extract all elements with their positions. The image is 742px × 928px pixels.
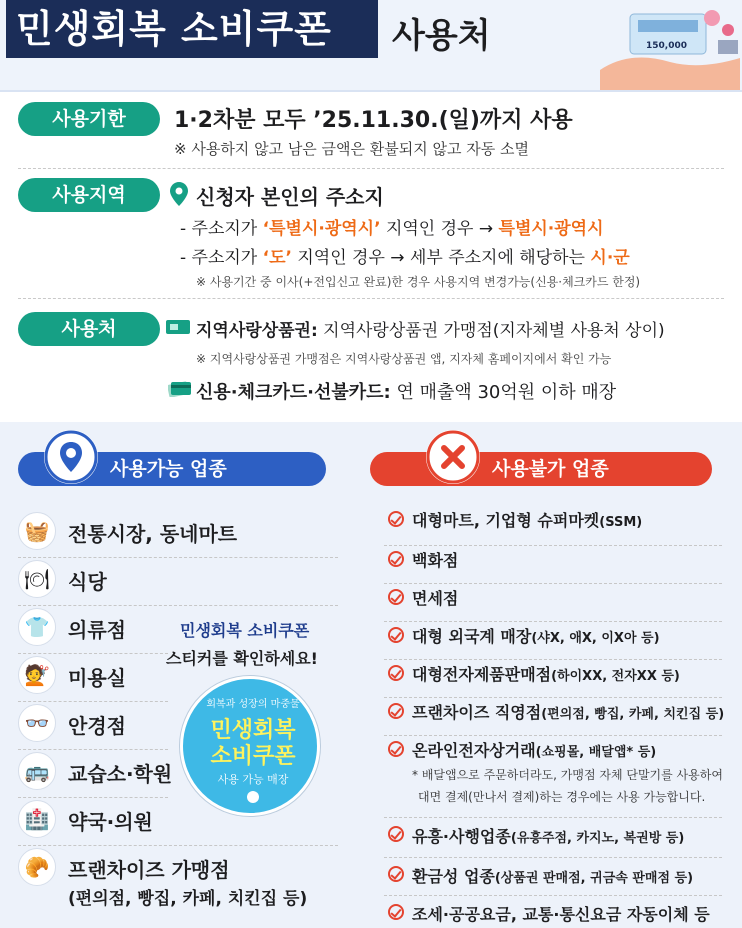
page-title: 민생회복 소비쿠폰 (6, 0, 378, 58)
hand-holding-card-icon (590, 0, 742, 90)
place-pill: 사용처 (18, 312, 160, 346)
sticker-tagline: 회복과 성장의 마중물 (206, 699, 300, 710)
glasses-icon: 👓 (18, 704, 56, 742)
check-circle-icon (388, 904, 404, 920)
region-note: ※ 사용기간 중 이사(+전입신고 완료)한 경우 사용지역 변경가능(신용·체크카드 한정) (196, 275, 641, 289)
credit-card-icon (168, 379, 192, 397)
check-circle-icon (388, 627, 404, 643)
check-circle-icon (388, 826, 404, 842)
period-pill: 사용기한 (18, 102, 160, 136)
allowed-item-label: 교습소·학원 (68, 762, 173, 786)
blocked-item (384, 818, 722, 858)
place-card: 신용·체크카드·선불카드: 연 매출액 30억원 이하 매장 (196, 382, 617, 403)
shopping-basket-icon: 🧺 (18, 512, 56, 550)
region-main: 신청자 본인의 주소지 (196, 185, 384, 209)
allowed-item-label: 프랜차이즈 가맹점 (68, 858, 230, 882)
blocked-item (384, 622, 722, 660)
check-circle-icon (388, 866, 404, 882)
check-circle-icon (388, 703, 404, 719)
allowed-item (18, 798, 338, 846)
check-circle-icon (388, 741, 404, 757)
sticker-callout-title: 민생회복 소비쿠폰 (180, 621, 310, 640)
pharmacy-icon: 🏥 (18, 800, 56, 838)
blocked-item (384, 858, 722, 896)
card-amount: 150,000 (646, 41, 687, 51)
voucher-icon (166, 318, 190, 336)
allowed-item (18, 702, 168, 750)
hanger-icon: 👕 (18, 608, 56, 646)
government-emblem-icon (247, 791, 259, 803)
check-circle-icon (388, 589, 404, 605)
check-circle-icon (388, 551, 404, 567)
blocked-item-label: 대형 외국계 매장(샤X, 애X, 이X아 등) (412, 627, 660, 646)
place-voucher-note: ※ 지역사랑상품권 가맹점은 지역사랑상품권 앱, 지자체 홈페이지에서 확인 가능 (196, 352, 612, 366)
period-note: ※ 사용하지 않고 남은 금액은 환불되지 않고 자동 소멸 (174, 140, 530, 158)
region-line-province: - 주소지가 ‘도’ 지역인 경우 → 세부 주소지에 해당하는 시·군 (180, 248, 630, 268)
blocked-item (384, 584, 722, 622)
blocked-item-label: 백화점 (412, 551, 459, 570)
blocked-item-note: 대면 결제(만나서 결제)하는 경우에는 사용 가능합니다. (418, 790, 706, 804)
dish-icon: 🍽 (18, 560, 56, 598)
blocked-item-label: 프랜차이즈 직영점(편의점, 빵집, 카페, 치킨집 등) (412, 703, 725, 722)
allowed-item (18, 558, 338, 606)
allowed-item (18, 846, 338, 916)
allowed-item-label: 미용실 (68, 666, 126, 690)
page-subtitle: 사용처 (392, 16, 491, 56)
period-main: 1·2차분 모두 ’25.11.30.(일)까지 사용 (174, 108, 573, 133)
blocked-item (384, 896, 722, 926)
allowed-item (18, 510, 338, 558)
region-pill: 사용지역 (18, 178, 160, 212)
sticker-callout-text: 스티커를 확인하세요! (166, 649, 318, 668)
blocked-item-label: 환금성 업종(상품권 판매점, 귀금속 판매점 등) (412, 867, 694, 886)
bakery-icon: 🥐 (18, 848, 56, 886)
allowed-item-label: 약국·의원 (68, 810, 153, 834)
blocked-item-label: 온라인전자상거래(쇼핑몰, 배달앱* 등) (412, 741, 657, 760)
blocked-item (384, 546, 722, 584)
blocked-heading: 사용불가 업종 (370, 452, 712, 486)
allowed-item-label: 안경점 (68, 714, 126, 738)
blocked-item-label: 조세·공공요금, 교통·통신요금 자동이체 등 (412, 905, 710, 924)
allowed-heading: 사용가능 업종 (18, 452, 326, 486)
blocked-item (384, 660, 722, 698)
school-bus-icon: 🚌 (18, 752, 56, 790)
divider (18, 298, 724, 299)
allowed-item-sublabel: (편의점, 빵집, 카페, 치킨집 등) (68, 889, 308, 909)
allowed-item-label: 식당 (68, 570, 107, 594)
blocked-item-label: 면세점 (412, 589, 459, 608)
allowed-pin-icon (44, 430, 98, 484)
blocked-item-note: * 배달앱으로 주문하더라도, 가맹점 자체 단말기를 사용하여 (412, 768, 723, 782)
blocked-item (384, 698, 725, 736)
allowed-item (18, 654, 168, 702)
sticker-title-line2: 소비쿠폰 (210, 744, 296, 769)
check-circle-icon (388, 665, 404, 681)
sticker-title-line1: 민생회복 (210, 718, 296, 743)
coupon-sticker (180, 676, 320, 816)
place-voucher: 지역사랑상품권: 지역사랑상품권 가맹점(지자체별 사용처 상이) (196, 321, 665, 341)
sticker-bottom-text: 사용 가능 매장 (217, 773, 289, 786)
allowed-item (18, 606, 168, 654)
allowed-item-label: 전통시장, 동네마트 (68, 522, 238, 546)
divider (18, 168, 724, 169)
hair-salon-icon: 💇 (18, 656, 56, 694)
location-pin-icon (170, 182, 188, 206)
blocked-x-icon (426, 430, 480, 484)
blocked-item (384, 736, 722, 818)
usage-info-section (0, 92, 742, 422)
region-line-metro: - 주소지가 ‘특별시·광역시’ 지역인 경우 → 특별시·광역시 (180, 219, 604, 239)
blocked-item (384, 506, 722, 546)
allowed-item-label: 의류점 (68, 618, 126, 642)
blocked-item-label: 유흥·사행업종(유흥주점, 카지노, 복권방 등) (412, 827, 685, 846)
blocked-item-label: 대형마트, 기업형 슈퍼마켓(SSM) (412, 511, 643, 530)
blocked-item-label: 대형전자제품판매점(하이XX, 전자XX 등) (412, 665, 680, 684)
allowed-item (18, 750, 173, 798)
check-circle-icon (388, 511, 404, 527)
header (0, 0, 742, 92)
